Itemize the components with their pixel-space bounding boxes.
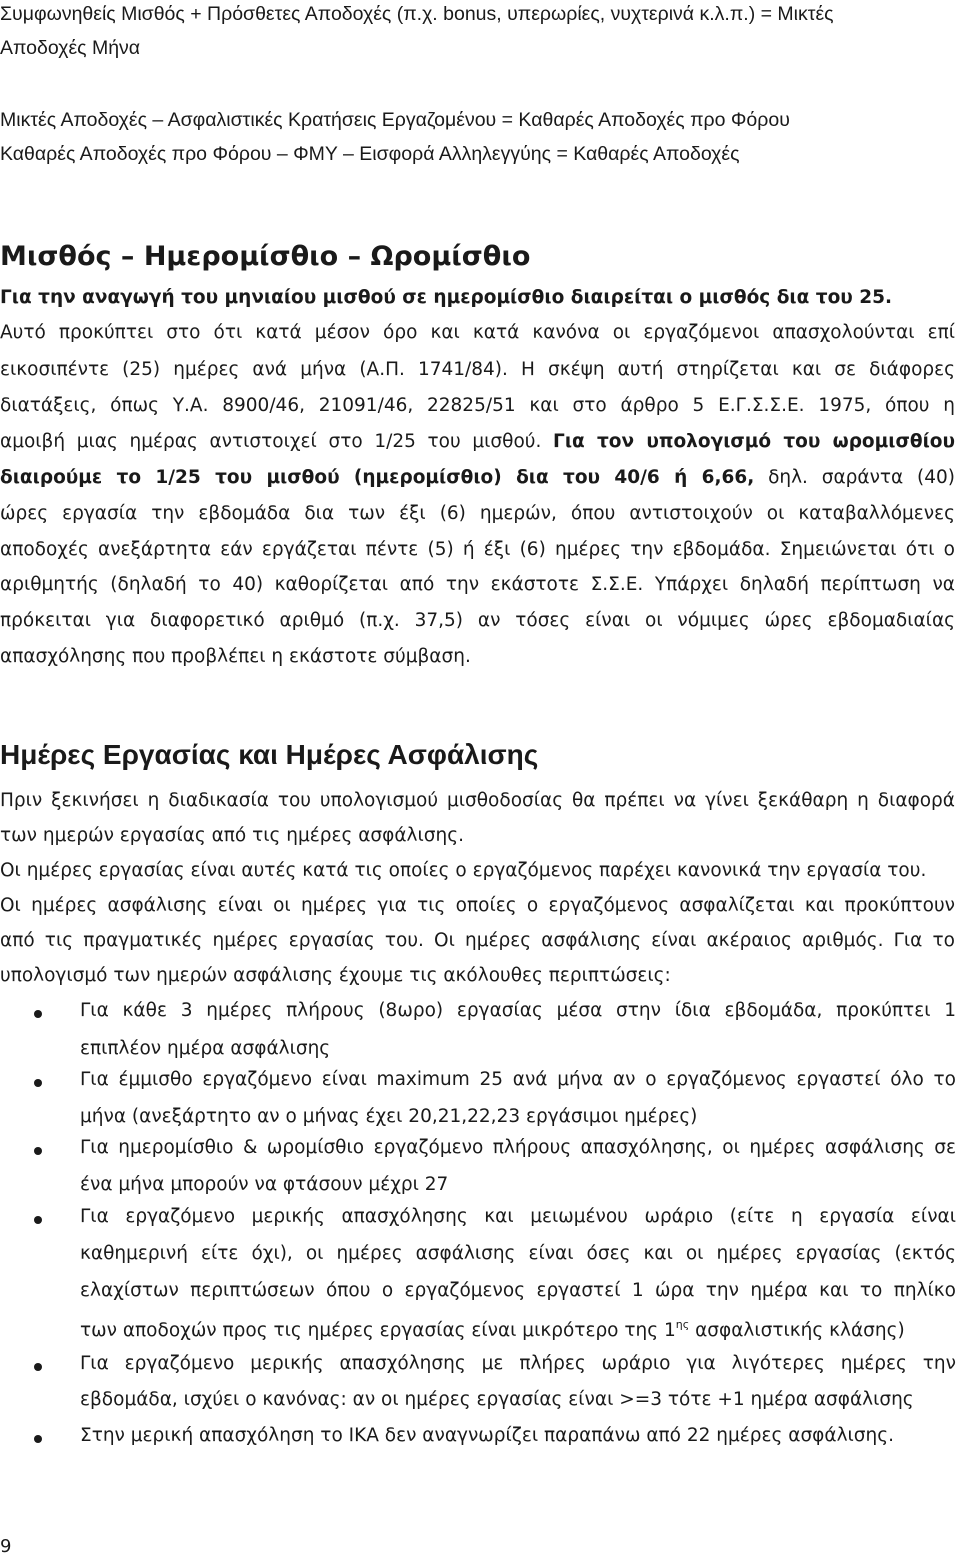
- list-item: Για εργαζόμενο μερικής απασχόλησης με πλήρες ωράριο για λιγότερες ημέρες την: [80, 1353, 956, 1374]
- list-item: Για ημερομίσθιο & ωρομίσθιο εργαζόμενο πλήρους απασχόλησης, οι ημέρες ασφάλισης σε: [80, 1137, 956, 1158]
- intro-line: Μικτές Αποδοχές – Ασφαλιστικές Κρατήσεις Εργαζομένου = Καθαρές Αποδοχές προ Φόρου: [0, 109, 790, 131]
- list-item-continuation: ένα μήνα μπορούν να φτάσουν μέχρι 27: [80, 1174, 449, 1195]
- intro-line: Καθαρές Αποδοχές προ Φόρου – ΦΜΥ – Εισφορά Αλληλεγγύης = Καθαρές Αποδοχές: [0, 143, 740, 165]
- text-run: αμοιβή μιας ημέρας αντιστοιχεί στο 1/25 του μισθού.: [0, 431, 542, 452]
- paragraph-line: [0, 361, 955, 380]
- paragraph-line: Οι ημέρες εργασίας είναι αυτές κατά τις οποίες ο εργαζόμενος παρέχει κανονικά την εργασία του.: [0, 860, 927, 881]
- paragraph-line: Πριν ξεκινήσει η διαδικασία του υπολογισμού μισθοδοσίας θα πρέπει να γίνει ξεκάθαρη η διαφορά: [0, 790, 955, 811]
- text-run: αποδοχές ανεξάρτητα εάν εργάζεται πέντε (5) ή έξι (6) ημέρες την εβδομάδα.: [0, 539, 771, 560]
- list-item-continuation: καθημερινή είτε όχι), οι ημέρες ασφάλισης είναι όσες και οι ημέρες εργασίας (εκτός: [80, 1243, 956, 1264]
- paragraph-line: [0, 433, 955, 452]
- paragraph-line: [0, 541, 955, 560]
- bullet-icon: [34, 1079, 42, 1087]
- list-item: Για εργαζόμενο μερικής απασχόλησης και μειωμένου ωράριο (είτε η εργασία είναι: [80, 1206, 956, 1227]
- paragraph-line: από τις πραγματικές ημέρες εργασίας του. Οι ημέρες ασφάλισης είναι ακέραιος αριθμός. Για το: [0, 930, 955, 951]
- intro-line: Συμφωνηθείς Μισθός + Πρόσθετες Αποδοχές (π.χ. bonus, υπερωρίες, νυχτερινά κ.λ.π.) = Μικτές: [0, 3, 834, 25]
- section-heading: Ημέρες Εργασίας και Ημέρες Ασφάλισης: [0, 739, 539, 770]
- text-run: δηλ. σαράντα (40): [768, 467, 955, 488]
- paragraph-line: ώρες εργασία την εβδομάδα δια των έξι (6) ημερών, όπου αντιστοιχούν οι καταβαλλόμενες: [0, 503, 955, 524]
- bullet-icon: [34, 1363, 42, 1371]
- text-run-bold: Για τον υπολογισμό του ωρομισθίου: [553, 431, 955, 452]
- bullet-icon: [34, 1435, 42, 1443]
- paragraph-line: υπολογισμό των ημερών ασφάλισης έχουμε τις ακόλουθες περιπτώσεις:: [0, 965, 671, 986]
- text-run: ασφαλιστικής κλάσης): [689, 1320, 905, 1341]
- intro-line: Αποδοχές Μήνα: [0, 37, 141, 59]
- list-item-continuation: ελαχίστων περιπτώσεων όπου ο εργαζόμενος εργαστεί 1 ώρα την ημέρα και το πηλίκο: [80, 1280, 956, 1301]
- paragraph-line: Οι ημέρες ασφάλισης είναι οι ημέρες για τις οποίες ο εργαζόμενος ασφαλίζεται και προκύπτουν: [0, 895, 955, 916]
- text-run: εικοσιπέντε (25) ημέρες ανά μήνα (Α.Π. 1741/84).: [0, 359, 508, 380]
- paragraph-line: διατάξεις, όπως Υ.Α. 8900/46, 21091/46, 22825/51 και στο άρθρο 5 Ε.Γ.Σ.Σ.Ε. 1975, όπου η: [0, 395, 955, 416]
- text-run: των αποδοχών προς τις ημέρες εργασίας είναι μικρότερο της 1: [80, 1320, 676, 1341]
- text-run-bold: διαιρούμε το 1/25 του μισθού (ημερομίσθιο) δια του 40/6 ή 6,66,: [0, 467, 755, 488]
- list-item: Για κάθε 3 ημέρες πλήρους (8ωρο) εργασίας μέσα στην ίδια εβδομάδα, προκύπτει 1: [80, 1000, 956, 1021]
- section-heading: Μισθός – Ημερομίσθιο – Ωρομίσθιο: [0, 241, 531, 272]
- paragraph-line: απασχόλησης που προβλέπει η εκάστοτε σύμβαση.: [0, 646, 471, 667]
- superscript: ης: [675, 1318, 690, 1331]
- list-item: Στην μερική απασχόληση το ΙΚΑ δεν αναγνωρίζει παραπάνω από 22 ημέρες ασφάλισης.: [80, 1425, 894, 1446]
- list-item-continuation: επιπλέον ημέρα ασφάλισης: [80, 1038, 331, 1059]
- paragraph-line: [0, 469, 955, 488]
- text-run: Σημειώνεται ότι ο: [779, 539, 955, 560]
- paragraph-line: των ημερών εργασίας από τις ημέρες ασφάλισης.: [0, 825, 464, 846]
- page-number: 9: [0, 1536, 12, 1557]
- list-item: Για έμμισθο εργαζόμενο είναι maximum 25 ανά μήνα αν ο εργαζόμενος εργαστεί όλο το: [80, 1069, 956, 1090]
- list-item-continuation: [80, 1319, 905, 1341]
- paragraph-line: αριθμητής (δηλαδή το 40) καθορίζεται από την εκάστοτε Σ.Σ.Ε. Υπάρχει δηλαδή περίπτωση να: [0, 574, 955, 595]
- bullet-icon: [34, 1010, 42, 1018]
- list-item-continuation: μήνα (ανεξάρτητο αν ο μήνας έχει 20,21,22,23 εργάσιμοι ημέρες): [80, 1106, 698, 1127]
- paragraph-line: Για την αναγωγή του μηνιαίου μισθού σε ημερομίσθιο διαιρείται ο μισθός δια του 25.: [0, 287, 892, 308]
- bullet-icon: [34, 1147, 42, 1155]
- text-run: Η σκέψη αυτή στηρίζεται και σε διάφορες: [521, 359, 955, 380]
- paragraph-line: Αυτό προκύπτει στο ότι κατά μέσον όρο και κατά κανόνα οι εργαζόμενοι απασχολούνται επί: [0, 322, 955, 343]
- bullet-icon: [34, 1216, 42, 1224]
- list-item-continuation: εβδομάδα, ισχύει ο κανόνας: αν οι ημέρες εργασίας είναι >=3 τότε +1 ημέρα ασφάλισης: [80, 1389, 914, 1410]
- paragraph-line: πρόκειται για διαφορετικό αριθμό (π.χ. 37,5) αν τόσες είναι οι νόμιμες ώρες εβδομαδιαίας: [0, 610, 955, 631]
